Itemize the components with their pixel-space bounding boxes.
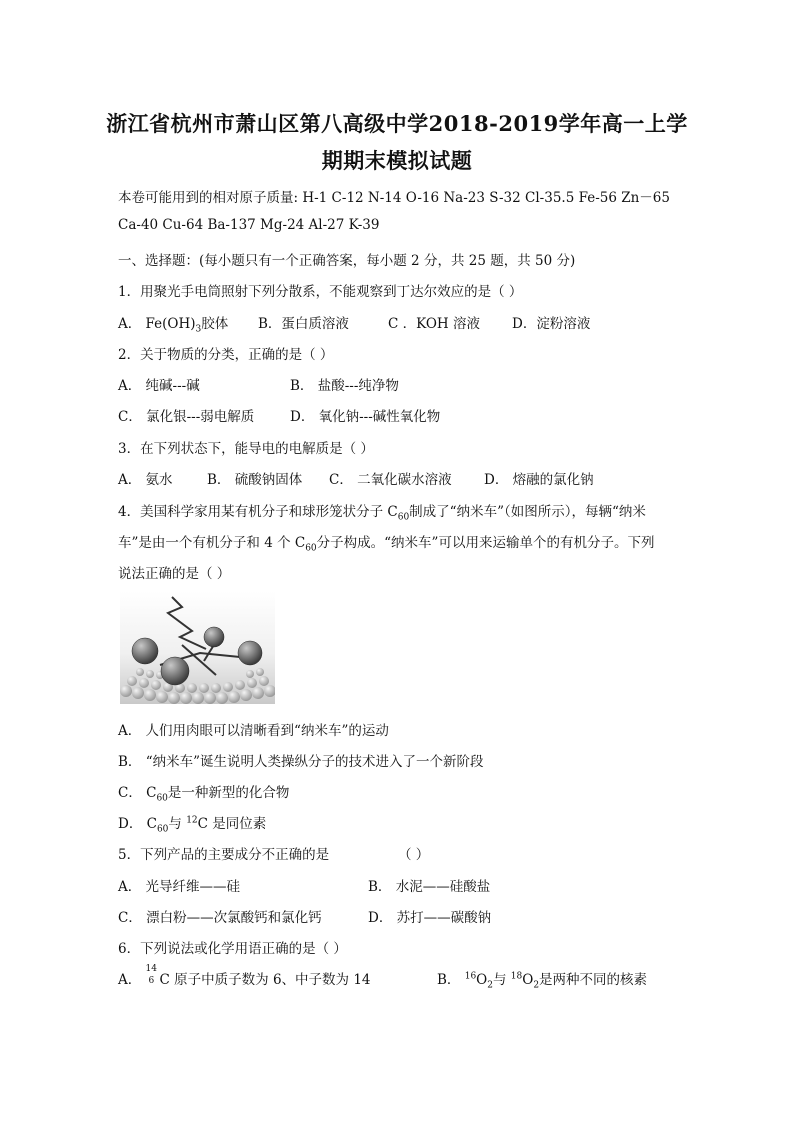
q3-option-c: C． 二氧化碳水溶液: [329, 472, 452, 488]
q4-option-d: D． $C_{60}$与 $^{12}$C 是同位素: [118, 815, 267, 835]
q1-option-c: C ．KOH 溶液: [388, 316, 480, 332]
title-line-1: 浙江省杭州市萧山区第八高级中学2018-2019学年高一上学: [106, 111, 688, 136]
q4-option-a: A． 人们用肉眼可以清晰看到“纳米车”的运动: [118, 723, 389, 739]
q5-option-a: A． 光导纤维——硅: [118, 879, 241, 895]
q1-option-a: A． $Fe(OH)_3$胶体: [118, 316, 229, 335]
q4-option-b: B． “纳米车”诞生说明人类操纵分子的技术进入了一个新阶段: [118, 754, 484, 770]
atomic-mass-line-2: Ca-40 Cu-64 Ba-137 Mg-24 Al-27 K-39: [118, 217, 380, 233]
question-4-stem-line-3: 说法正确的是（ ）: [118, 566, 231, 582]
section-heading: 一、选择题：(每小题只有一个正确答案，每小题 2 分，共 25 题，共 50 分): [118, 253, 576, 269]
q3-option-b: B． 硫酸钠固体: [207, 472, 303, 488]
q2-option-b: B． 盐酸---纯净物: [290, 378, 399, 394]
title-line-2: 期期末模拟试题: [321, 148, 473, 173]
question-5-stem: 5．下列产品的主要成分不正确的是: [118, 847, 330, 863]
q1-option-d: D．淀粉溶液: [512, 316, 591, 332]
question-3-stem: 3．在下列状态下，能导电的电解质是（ ）: [118, 441, 374, 457]
q5-option-d: D． 苏打——碳酸钠: [368, 910, 492, 926]
question-2-stem: 2．关于物质的分类，正确的是（ ）: [118, 347, 334, 363]
q4-option-c: C． $C_{60}$是一种新型的化合物: [118, 785, 290, 804]
question-4-stem-line-1: 4．美国科学家用某有机分子和球形笼状分子 $C_{60}$制成了“纳米车”（如图所示），每辆“纳米: [118, 504, 646, 523]
q3-option-a: A． 氨水: [118, 472, 173, 488]
q1-option-b: B．蛋白质溶液: [258, 316, 349, 332]
q5-option-b: B． 水泥——硅酸盐: [368, 879, 491, 895]
question-4-stem-line-2: 车”是由一个有机分子和 4 个 $C_{60}$分子构成。“纳米车”可以用来运输单个的有机分子。下列: [118, 535, 655, 554]
q2-option-c: C． 氯化银---弱电解质: [118, 409, 255, 425]
atomic-mass-line-1: 本卷可能用到的相对原子质量: H-1 C-12 N-14 O-16 Na-23 S-32 Cl-35.5 Fe-56 Zn－65: [118, 190, 670, 206]
q3-option-d: D． 熔融的氯化钠: [484, 472, 594, 488]
q6-option-b: B． $^{16}O_2$与 $^{18}O_2$是两种不同的核素: [437, 971, 648, 991]
question-5-paren: （ ）: [398, 847, 430, 863]
question-6-stem: 6．下列说法或化学用语正确的是（ ）: [118, 941, 347, 957]
nanocar-figure: [120, 591, 275, 704]
q2-option-a: A． 纯碱---碱: [118, 378, 200, 394]
q5-option-c: C． 漂白粉——次氯酸钙和氯化钙: [118, 910, 322, 926]
question-1-stem: 1．用聚光手电筒照射下列分散系，不能观察到丁达尔效应的是（ ）: [118, 284, 523, 300]
q2-option-d: D． 氧化钠---碱性氧化物: [290, 409, 441, 425]
q6-option-a: A． 14 6 C 原子中质子数为 6、中子数为 14: [118, 964, 371, 988]
